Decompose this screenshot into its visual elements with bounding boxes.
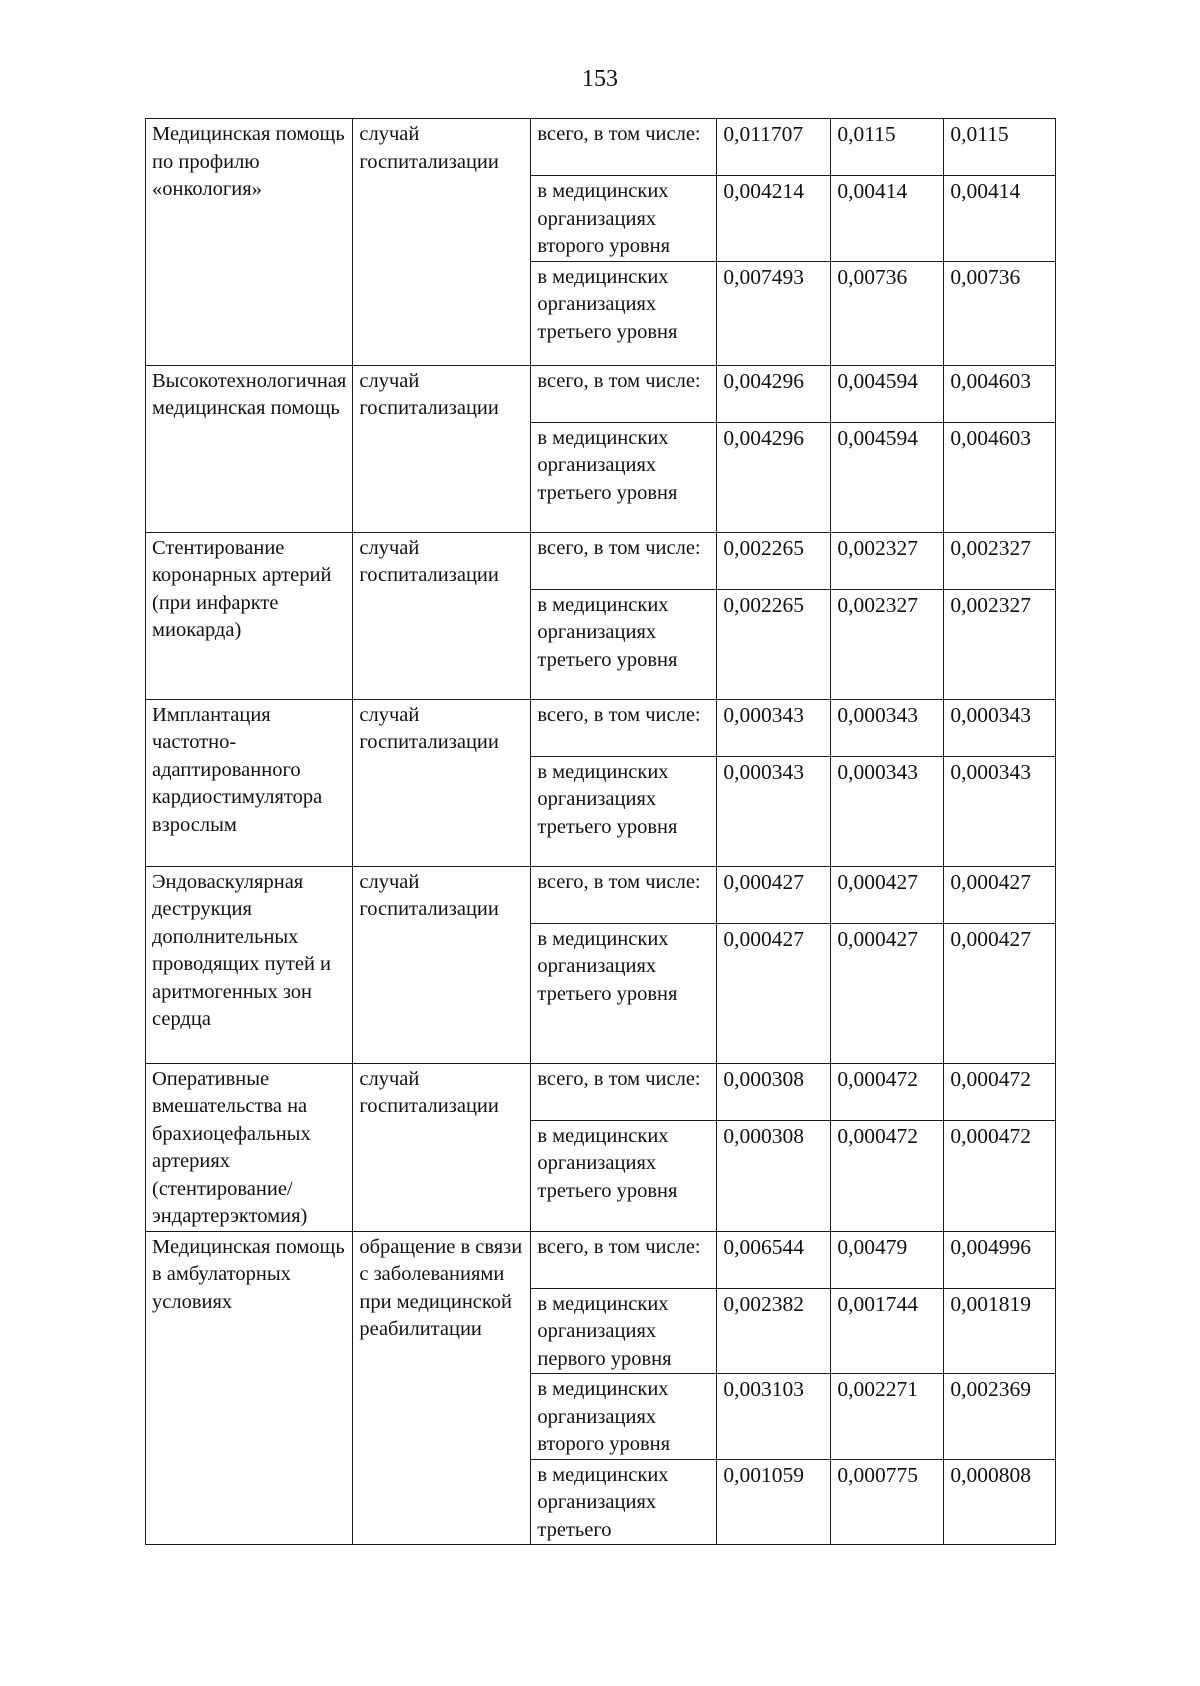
value-cell-1: 0,000343 <box>717 699 831 756</box>
page-number: 153 <box>582 66 618 92</box>
value-cell-2: 0,000343 <box>831 699 944 756</box>
value-cell-2: 0,00736 <box>831 261 944 365</box>
level-label-cell: в медицинских организациях третьего уровня <box>531 589 717 699</box>
value-cell-1: 0,002382 <box>717 1288 831 1374</box>
table-row <box>146 532 1056 589</box>
value-cell-3: 0,004603 <box>944 365 1056 422</box>
value-cell-2: 0,000427 <box>831 866 944 923</box>
value-cell-3: 0,000343 <box>944 699 1056 756</box>
unit-cell: случай госпитализации <box>353 532 531 699</box>
value-cell-2: 0,00414 <box>831 176 944 262</box>
table-body <box>146 119 1056 1545</box>
table-row <box>146 1063 1056 1120</box>
value-cell-2: 0,00479 <box>831 1231 944 1288</box>
value-cell-3: 0,002327 <box>944 532 1056 589</box>
table-row <box>146 1231 1056 1288</box>
unit-cell: случай госпитализации <box>353 866 531 1063</box>
value-cell-1: 0,000427 <box>717 866 831 923</box>
level-label-cell: в медицинских организациях второго уровня <box>531 176 717 262</box>
unit-cell: обращение в связи с заболеваниями при медицинской реабилитации <box>353 1231 531 1545</box>
value-cell-2: 0,002327 <box>831 589 944 699</box>
value-cell-1: 0,001059 <box>717 1459 831 1545</box>
value-cell-2: 0,000427 <box>831 923 944 1063</box>
value-cell-3: 0,001819 <box>944 1288 1056 1374</box>
unit-cell: случай госпитализации <box>353 365 531 532</box>
level-label-cell: в медицинских организациях третьего <box>531 1459 717 1545</box>
value-cell-1: 0,007493 <box>717 261 831 365</box>
service-name-cell: Оперативные вмешательства на брахиоцефальных артериях (стентирование/эндартерэктомия) <box>146 1063 353 1231</box>
value-cell-3: 0,004603 <box>944 422 1056 532</box>
value-cell-1: 0,000308 <box>717 1120 831 1231</box>
table-row <box>146 866 1056 923</box>
level-label-cell: в медицинских организациях первого уровня <box>531 1288 717 1374</box>
value-cell-3: 0,000808 <box>944 1459 1056 1545</box>
value-cell-3: 0,0115 <box>944 119 1056 176</box>
level-label-cell: в медицинских организациях третьего уровня <box>531 422 717 532</box>
data-table <box>145 118 1056 1545</box>
value-cell-3: 0,000427 <box>944 866 1056 923</box>
value-cell-3: 0,002327 <box>944 589 1056 699</box>
value-cell-3: 0,000472 <box>944 1063 1056 1120</box>
unit-cell: случай госпитализации <box>353 119 531 366</box>
table-row <box>146 119 1056 176</box>
value-cell-1: 0,000427 <box>717 923 831 1063</box>
level-label-cell: всего, в том числе: <box>531 1063 717 1120</box>
value-cell-1: 0,003103 <box>717 1374 831 1460</box>
service-name-cell: Стентирование коронарных артерий (при инфаркте миокарда) <box>146 532 353 699</box>
unit-cell: случай госпитализации <box>353 1063 531 1231</box>
value-cell-3: 0,00736 <box>944 261 1056 365</box>
value-cell-2: 0,002327 <box>831 532 944 589</box>
value-cell-1: 0,002265 <box>717 532 831 589</box>
value-cell-1: 0,002265 <box>717 589 831 699</box>
service-name-cell: Медицинская помощь по профилю «онкология» <box>146 119 353 366</box>
level-label-cell: в медицинских организациях третьего уровня <box>531 923 717 1063</box>
value-cell-2: 0,002271 <box>831 1374 944 1460</box>
value-cell-1: 0,011707 <box>717 119 831 176</box>
value-cell-3: 0,00414 <box>944 176 1056 262</box>
value-cell-3: 0,000472 <box>944 1120 1056 1231</box>
value-cell-1: 0,006544 <box>717 1231 831 1288</box>
table-row <box>146 699 1056 756</box>
level-label-cell: всего, в том числе: <box>531 866 717 923</box>
value-cell-2: 0,000472 <box>831 1120 944 1231</box>
value-cell-2: 0,004594 <box>831 422 944 532</box>
value-cell-1: 0,000343 <box>717 756 831 866</box>
level-label-cell: в медицинских организациях второго уровня <box>531 1374 717 1460</box>
value-cell-2: 0,000775 <box>831 1459 944 1545</box>
level-label-cell: всего, в том числе: <box>531 699 717 756</box>
level-label-cell: в медицинских организациях третьего уровня <box>531 1120 717 1231</box>
value-cell-3: 0,000427 <box>944 923 1056 1063</box>
value-cell-2: 0,0115 <box>831 119 944 176</box>
service-name-cell: Медицинская помощь в амбулаторных условиях <box>146 1231 353 1545</box>
service-name-cell: Высокотехнологичная медицинская помощь <box>146 365 353 532</box>
value-cell-3: 0,004996 <box>944 1231 1056 1288</box>
value-cell-3: 0,000343 <box>944 756 1056 866</box>
level-label-cell: в медицинских организациях третьего уровня <box>531 261 717 365</box>
level-label-cell: всего, в том числе: <box>531 365 717 422</box>
level-label-cell: всего, в том числе: <box>531 532 717 589</box>
value-cell-1: 0,004296 <box>717 422 831 532</box>
service-name-cell: Эндоваскулярная деструкция дополнительных проводящих путей и аритмогенных зон сердца <box>146 866 353 1063</box>
value-cell-1: 0,004296 <box>717 365 831 422</box>
service-name-cell: Имплантация частотно-адаптированного кардиостимулятора взрослым <box>146 699 353 866</box>
table-row <box>146 365 1056 422</box>
value-cell-2: 0,000343 <box>831 756 944 866</box>
value-cell-1: 0,000308 <box>717 1063 831 1120</box>
value-cell-2: 0,001744 <box>831 1288 944 1374</box>
value-cell-3: 0,002369 <box>944 1374 1056 1460</box>
value-cell-2: 0,004594 <box>831 365 944 422</box>
unit-cell: случай госпитализации <box>353 699 531 866</box>
level-label-cell: всего, в том числе: <box>531 1231 717 1288</box>
value-cell-1: 0,004214 <box>717 176 831 262</box>
value-cell-2: 0,000472 <box>831 1063 944 1120</box>
level-label-cell: в медицинских организациях третьего уровня <box>531 756 717 866</box>
level-label-cell: всего, в том числе: <box>531 119 717 176</box>
